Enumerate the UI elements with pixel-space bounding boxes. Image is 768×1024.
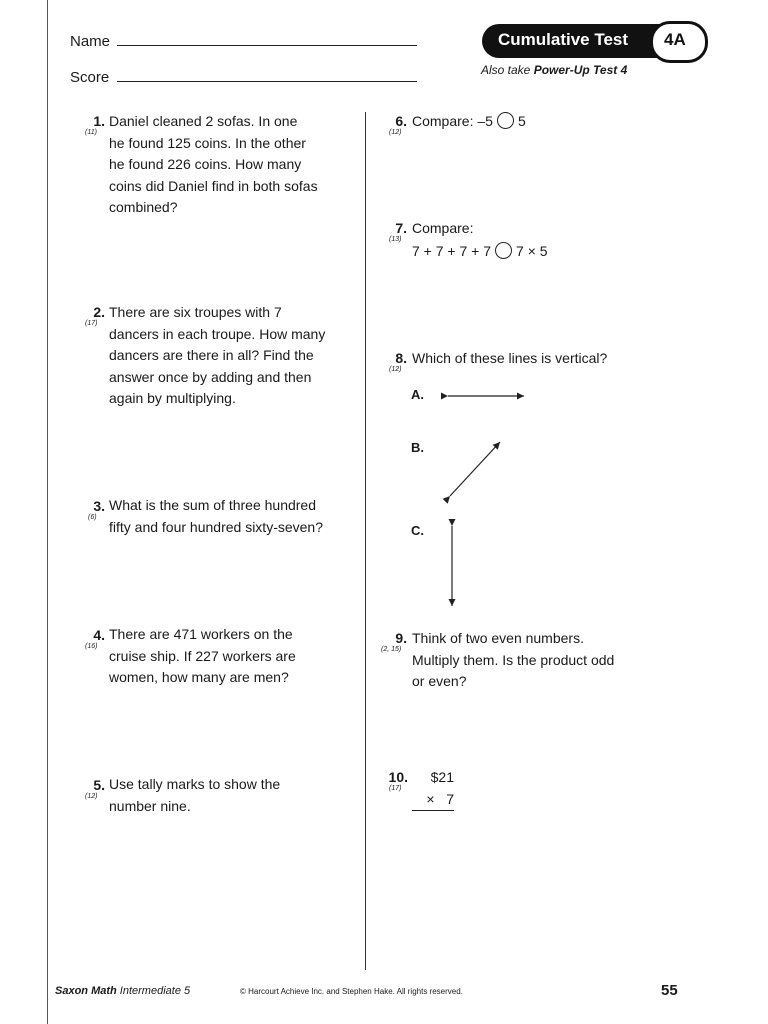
copyright: © Harcourt Achieve Inc. and Stephen Hake. All rights reserved. [240, 987, 463, 996]
option-a-label: A. [411, 387, 424, 402]
also-test: Power-Up Test 4 [533, 63, 628, 77]
q1-line: he found 226 coins. How many [109, 156, 302, 172]
q4-line: There are 471 workers on the [109, 626, 293, 642]
q9-number: 9. [395, 630, 407, 646]
book-title-rest: Intermediate 5 [119, 985, 191, 997]
q5-ref: (12) [85, 793, 98, 800]
q1-ref: (11) [85, 129, 97, 136]
q6-text [412, 111, 526, 133]
q3-line: What is the sum of three hundred [109, 497, 316, 513]
q10-problem [412, 767, 454, 811]
q2-line: again by multiplying. [109, 390, 236, 406]
q6-ref: (12) [389, 129, 402, 136]
q9-ref: (2, 15) [381, 646, 402, 653]
q8-text: Which of these lines is vertical? [412, 350, 608, 366]
q9-line: Multiply them. Is the product odd [412, 651, 615, 668]
q4-text [109, 624, 296, 689]
q10-number: 10. [388, 769, 408, 785]
q5-number: 5. [93, 777, 105, 793]
also-prefix: Also take [481, 63, 531, 77]
q4-line: women, how many are men? [109, 669, 289, 685]
q2-line: answer once by adding and then [109, 368, 312, 385]
q1-number: 1. [93, 113, 105, 129]
book-title [55, 985, 190, 997]
q8-number: 8. [395, 350, 407, 366]
q1-line: combined? [109, 199, 178, 215]
compare-circle[interactable] [495, 242, 512, 259]
score-label: Score [70, 69, 110, 86]
q2-text [109, 302, 325, 410]
q7-right-value: 7 × 5 [516, 242, 548, 259]
q7-expression [412, 241, 548, 263]
q4-ref: (16) [85, 643, 98, 650]
column-divider [365, 112, 366, 970]
q10-top: $21 [430, 769, 454, 785]
option-c-label: C. [411, 523, 424, 538]
q4-line: cruise ship. If 227 workers are [109, 647, 296, 664]
q9-line: or even? [412, 673, 467, 689]
name-field-line[interactable] [117, 45, 417, 46]
q3-number: 3. [93, 498, 105, 514]
q9-text [412, 628, 614, 693]
q7-ref: (13) [389, 236, 402, 243]
compare-circle[interactable] [497, 112, 514, 129]
score-field-line[interactable] [117, 81, 417, 82]
q5-line: Use tally marks to show the [109, 776, 281, 792]
page-edge-line [47, 0, 48, 1024]
q5-text [109, 774, 280, 817]
also-take-note [481, 63, 627, 77]
q6-left-value: –5 [477, 113, 493, 129]
badge-number: 4A [664, 30, 686, 49]
diagonal-line-b [450, 442, 500, 496]
q8-ref: (12) [389, 366, 402, 373]
q3-text [109, 495, 323, 538]
q2-number: 2. [93, 304, 105, 320]
q3-line: fifty and four hundred sixty-seven? [109, 518, 324, 535]
q1-line: coins did Daniel find in both sofas [109, 177, 318, 194]
q2-line: There are six troupes with 7 [109, 304, 282, 320]
q3-ref: (6) [88, 514, 97, 521]
line-options-figure [440, 386, 530, 616]
q9-line: Think of two even numbers. [412, 630, 584, 646]
q10-bottom: × 7 [412, 789, 454, 812]
q1-text [109, 111, 318, 219]
q2-ref: (17) [85, 320, 98, 327]
q6-right-value: 5 [517, 113, 526, 129]
q5-line: number nine. [109, 797, 191, 814]
option-b-label: B. [411, 440, 424, 455]
q1-line: Daniel cleaned 2 sofas. In one [109, 113, 298, 129]
name-label: Name [70, 33, 111, 50]
q4-number: 4. [93, 627, 105, 643]
q7-left-value: 7 + 7 + 7 + 7 [412, 242, 492, 259]
q6-number: 6. [395, 113, 407, 129]
q7-prefix: Compare: [412, 220, 474, 236]
q2-line: dancers in each troupe. How many [109, 325, 326, 342]
q6-prefix: Compare: [412, 113, 474, 129]
q10-ref: (17) [389, 785, 402, 792]
book-title-bold: Saxon Math [55, 985, 117, 997]
q1-line: he found 125 coins. In the other [109, 134, 306, 151]
page-number: 55 [661, 982, 678, 999]
q7-text [412, 218, 548, 262]
q2-line: dancers are there in all? Find the [109, 347, 314, 363]
badge-title: Cumulative Test [498, 30, 629, 49]
q7-number: 7. [395, 220, 407, 236]
